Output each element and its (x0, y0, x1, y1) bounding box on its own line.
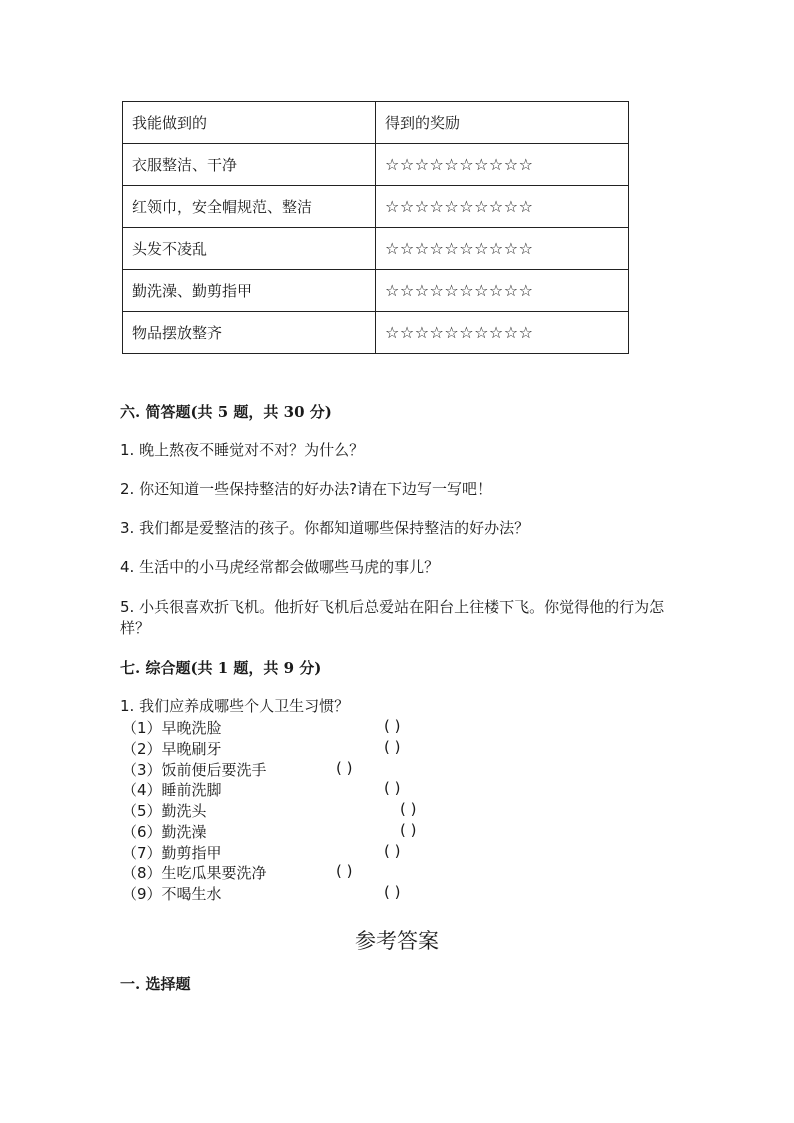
answer-blank: ( ) (400, 800, 417, 818)
table-row (123, 228, 629, 270)
table-row (123, 270, 629, 312)
answer-blank: ( ) (336, 862, 353, 880)
option-label: （7）勤剪指甲 (122, 844, 222, 862)
table-cell-stars: ☆☆☆☆☆☆☆☆☆☆ (376, 312, 629, 354)
option-label: （6）勤洗澡 (122, 823, 207, 841)
question-6-5: 5. 小兵很喜欢折飞机。他折好飞机后总爱站在阳台上往楼下飞。你觉得他的行为怎样？ (120, 598, 665, 637)
table-row (123, 312, 629, 354)
option-label: （2）早晚刷牙 (122, 740, 222, 758)
option-label: （8）生吃瓜果要洗净 (122, 864, 267, 882)
answer-section-1-title: 一. 选择题 (120, 975, 191, 993)
answer-blank: ( ) (384, 717, 401, 735)
answer-blank: ( ) (384, 738, 401, 756)
reward-table (122, 101, 629, 354)
table-cell-stars: ☆☆☆☆☆☆☆☆☆☆ (376, 144, 629, 186)
table-row (123, 186, 629, 228)
question-6-4: 4. 生活中的小马虎经常都会做哪些马虎的事儿？ (120, 558, 440, 576)
table-cell-stars: ☆☆☆☆☆☆☆☆☆☆ (376, 228, 629, 270)
section-6-title: 六. 简答题(共 5 题，共 30 分) (120, 403, 332, 421)
table-header-cell: 得到的奖励 (376, 102, 629, 144)
option-label: （1）早晚洗脸 (122, 719, 222, 737)
answer-blank: ( ) (336, 759, 353, 777)
table-header-cell: 我能做到的 (123, 102, 376, 144)
table-cell-item: 头发不凌乱 (123, 228, 376, 270)
answer-blank: ( ) (384, 842, 401, 860)
table-row (123, 144, 629, 186)
table-cell-item: 衣服整洁、干净 (123, 144, 376, 186)
question-6-1: 1. 晚上熬夜不睡觉对不对？为什么？ (120, 441, 365, 459)
answer-blank: ( ) (384, 883, 401, 901)
question-7-1: 1. 我们应养成哪些个人卫生习惯？ (120, 697, 350, 715)
answer-blank: ( ) (384, 779, 401, 797)
question-6-2: 2. 你还知道一些保持整洁的好办法?请在下边写一写吧！ (120, 480, 493, 498)
table-header-row (123, 102, 629, 144)
answer-blank: ( ) (400, 821, 417, 839)
table-cell-item: 红领巾，安全帽规范、整洁 (123, 186, 376, 228)
table-cell-stars: ☆☆☆☆☆☆☆☆☆☆ (376, 186, 629, 228)
question-6-3: 3. 我们都是爱整洁的孩子。你都知道哪些保持整洁的好办法？ (120, 519, 530, 537)
option-label: （9）不喝生水 (122, 885, 222, 903)
table-cell-stars: ☆☆☆☆☆☆☆☆☆☆ (376, 270, 629, 312)
answer-key-title: 参考答案 (355, 929, 439, 953)
table-cell-item: 勤洗澡、勤剪指甲 (123, 270, 376, 312)
section-7-title: 七. 综合题(共 1 题，共 9 分) (120, 659, 322, 677)
option-label: （3）饭前便后要洗手 (122, 761, 267, 779)
option-label: （4）睡前洗脚 (122, 781, 222, 799)
option-label: （5）勤洗头 (122, 802, 207, 820)
table-cell-item: 物品摆放整齐 (123, 312, 376, 354)
